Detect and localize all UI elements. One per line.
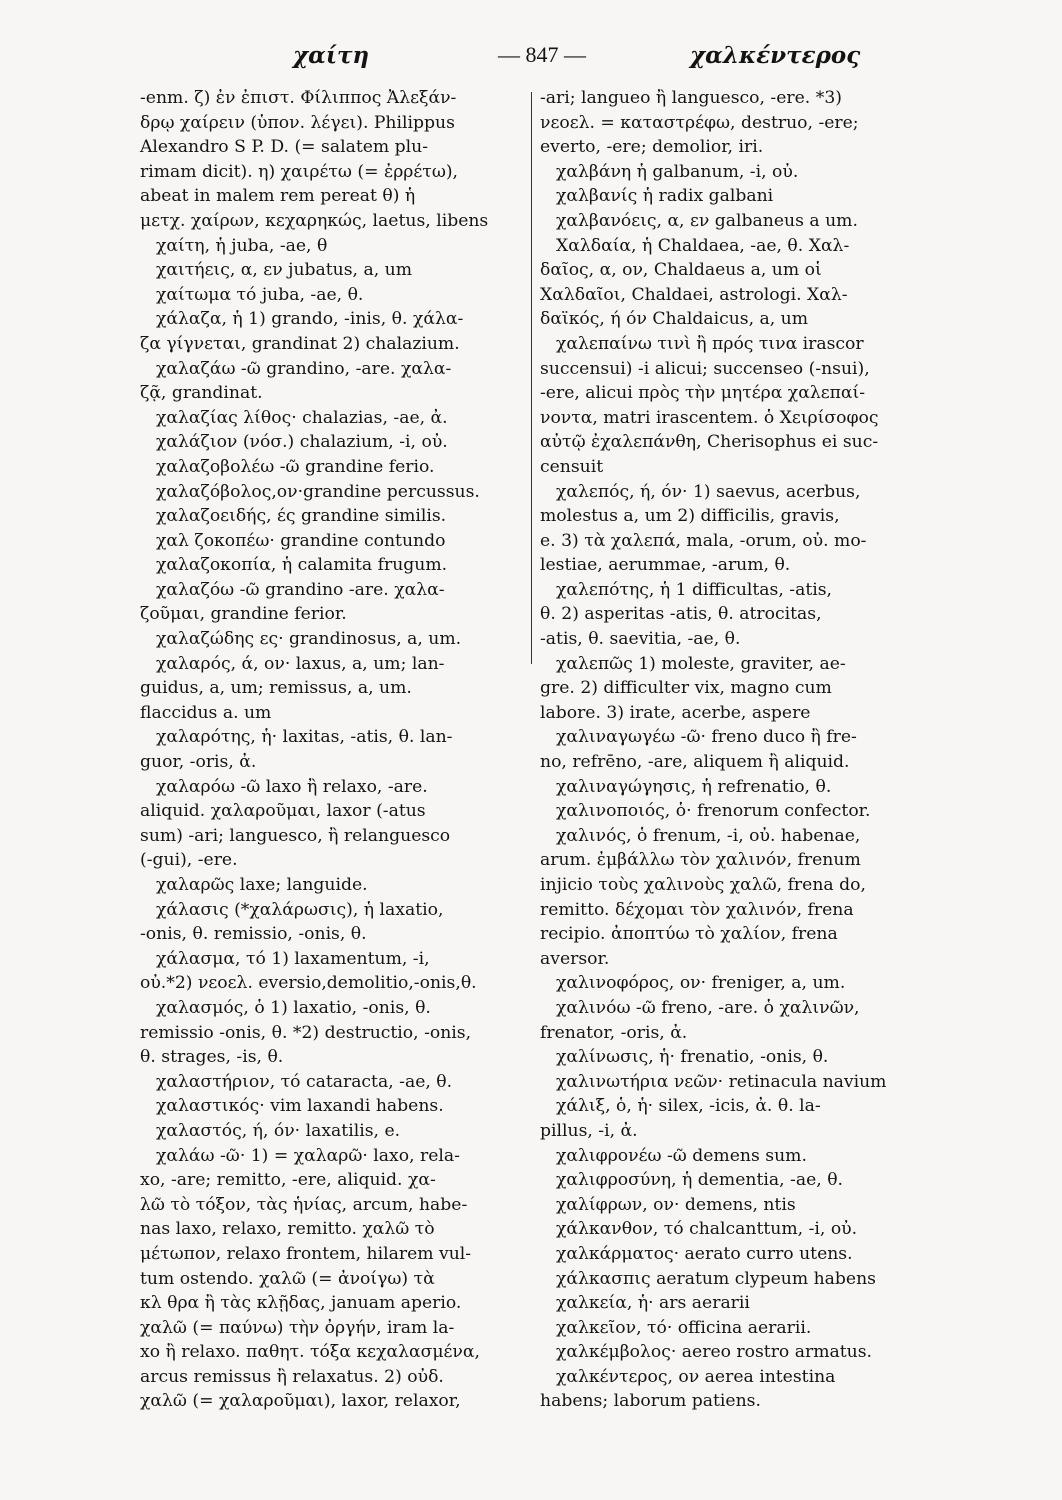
dictionary-entry-line: χαλιναγωγέω -ῶ· freno duco ἢ fre- xyxy=(556,727,857,748)
entry-continuation-line: χαλῶ (= χαλαροῦμαι), laxor, relaxor, xyxy=(140,1391,461,1412)
entry-continuation-line: recipio. ἀποπτύω τὸ χαλίον, frena xyxy=(540,924,838,945)
entry-continuation-line: Χαλδαῖοι, Chaldaei, astrologi. Χαλ- xyxy=(540,284,848,305)
entry-continuation-line: χαλῶ (= παύνω) τὴν ὀργήν, iram la- xyxy=(140,1317,455,1338)
entry-continuation-line: aliquid. χαλαροῦμαι, laxor (-atus xyxy=(140,801,426,822)
entry-continuation-line: ζα γίγνεται, grandinat 2) chalazium. xyxy=(140,333,460,354)
dictionary-entry-line: χαλινοφόρος, ον· freniger, a, um. xyxy=(556,973,846,994)
dictionary-entry-line: χαλαρός, ά, ον· laxus, a, um; lan- xyxy=(156,653,445,674)
entry-continuation-line: habens; laborum patiens. xyxy=(540,1391,761,1412)
dictionary-entry-line: χαλκέντερος, ον aerea intestina xyxy=(556,1366,836,1387)
dictionary-entry-line: χαλιναγώγησις, ἡ refrenatio, θ. xyxy=(556,776,832,797)
dictionary-entry-line: χαλάω -ῶ· 1) = χαλαρῶ· laxo, rela- xyxy=(156,1145,460,1166)
entry-continuation-line: -ere, alicui πρὸς τὴν μητέρα χαλεπαί- xyxy=(540,383,866,404)
dictionary-entry-line: χαλαζίας λίθος· chalazias, -ae, ἀ. xyxy=(156,407,448,428)
dictionary-entry-line: χαλβάνη ἡ galbanum, -i, οὐ. xyxy=(556,161,799,182)
entry-continuation-line: xo, -are; remitto, -ere, aliquid. χα- xyxy=(140,1170,436,1191)
dictionary-entry-line: χαλαρόω -ῶ laxo ἢ relaxo, -are. xyxy=(156,776,428,797)
dictionary-entry-line: χαλίνωσις, ἡ· frenatio, -onis, θ. xyxy=(556,1047,829,1068)
dictionary-entry-line: χαλαζάω -ῶ grandino, -are. χαλα- xyxy=(156,358,452,379)
dictionary-entry-line: χάλκανθον, τό chalcanttum, -i, οὐ. xyxy=(556,1219,858,1240)
entry-continuation-line: (-gui), -ere. xyxy=(140,850,238,871)
entry-continuation-line: ζοῦμαι, grandine ferior. xyxy=(140,604,347,625)
dictionary-entry-line: χαλασμός, ὁ 1) laxatio, -onis, θ. xyxy=(156,997,431,1018)
entry-continuation-line: tum ostendo. χαλῶ (= ἀνοίγω) τὰ xyxy=(140,1268,435,1289)
dictionary-entry-line: χάλασμα, τό 1) laxamentum, -i, xyxy=(156,948,430,969)
entry-continuation-line: nas laxo, relaxo, remitto. χαλῶ τὸ xyxy=(140,1219,435,1240)
entry-continuation-line: molestus a, um 2) difficilis, gravis, xyxy=(540,506,840,527)
entry-continuation-line: νεοελ. = καταστρέφω, destruo, -ere; xyxy=(540,112,859,133)
dictionary-entry-line: χαλκεῖον, τό· officina aerarii. xyxy=(556,1317,812,1338)
entry-continuation-line: λῶ τὸ τόξον, τὰς ἡνίας, arcum, habe- xyxy=(140,1194,468,1215)
entry-continuation-line: οὐ.*2) νεοελ. eversio,demolitio,-onis,θ. xyxy=(140,973,477,994)
entry-continuation-line: ζᾷ, grandinat. xyxy=(140,383,263,404)
entry-continuation-line: lestiae, aerummae, -arum, θ. xyxy=(540,555,791,576)
entry-continuation-line: κλ θρα ἢ τὰς κλῇδας, januam aperio. xyxy=(140,1293,462,1314)
dictionary-entry-line: χαλαζοκοπία, ἡ calamita frugum. xyxy=(156,555,448,576)
entry-continuation-line: abeat in malem rem pereat θ) ἡ xyxy=(140,186,416,207)
entry-continuation-line: νοντα, matri irascentem. ὁ Χειρίσοφος xyxy=(540,407,879,428)
dictionary-entry-line: χαλινόω -ῶ freno, -are. ὁ χαλινῶν, xyxy=(556,997,860,1018)
entry-continuation-line: -ari; langueo ἢ languesco, -ere. *3) xyxy=(540,88,842,108)
dictionary-entry-line: χάλιξ, ὁ, ἡ· silex, -icis, ἀ. θ. la- xyxy=(556,1096,821,1117)
dictionary-entry-line: χαλινός, ὁ frenum, -i, οὐ. habenae, xyxy=(556,825,861,846)
entry-continuation-line: μέτωπον, relaxo frontem, hilarem vul- xyxy=(140,1243,472,1264)
running-head-right: χαλκέντερος xyxy=(690,42,861,69)
entry-continuation-line: labore. 3) irate, acerbe, aspere xyxy=(540,702,811,723)
entry-continuation-line: gre. 2) difficulter vix, magno cum xyxy=(540,678,832,699)
entry-continuation-line: flaccidus a. um xyxy=(140,702,272,723)
entry-continuation-line: censuit xyxy=(540,456,604,477)
dictionary-entry-line: χαλεπαίνω τινὶ ἢ πρός τινα irascor xyxy=(556,333,864,354)
dictionary-entry-line: χαλάζιον (νόσ.) chalazium, -i, οὐ. xyxy=(156,432,448,453)
entry-continuation-line: guidus, a, um; remissus, a, um. xyxy=(140,678,412,699)
dictionary-entry-line: χαίτωμα τό juba, -ae, θ. xyxy=(156,284,364,305)
dictionary-entry-line: χαλκεία, ἡ· ars aerarii xyxy=(556,1293,750,1314)
entry-continuation-line: pillus, -i, ἀ. xyxy=(540,1120,638,1141)
dictionary-entry-line: χαλιφρονέω -ῶ demens sum. xyxy=(556,1145,807,1166)
dictionary-entry-line: χαλαζοβολέω -ῶ grandine ferio. xyxy=(156,456,435,477)
entry-continuation-line: xo ἢ relaxo. παθητ. τόξα κεχαλασμένα, xyxy=(140,1342,480,1363)
dictionary-entry-line: χαλεπότης, ἡ 1 difficultas, -atis, xyxy=(556,579,833,600)
entry-continuation-line: δαῖος, α, ον, Chaldaeus a, um οἱ xyxy=(540,260,822,281)
entry-continuation-line: succensui) -i alicui; succenseo (-nsui), xyxy=(540,358,870,379)
dictionary-entry-line: χαλ ζοκοπέω· grandine contundo xyxy=(156,530,446,551)
entry-continuation-line: μετχ. χαίρων, κεχαρηκώς, laetus, libens xyxy=(140,210,489,231)
entry-continuation-line: no, refrēno, -are, aliquem ἢ aliquid. xyxy=(540,752,850,773)
entry-continuation-line: sum) -ari; languesco, ἢ relanguesco xyxy=(140,825,451,846)
dictionary-entry-line: χαλκέμβολος· aereo rostro armatus. xyxy=(556,1342,873,1363)
dictionary-entry-line: χαίτη, ἡ juba, -ae, θ xyxy=(156,235,328,256)
dictionary-entry-line: χαλβανόεις, α, εν galbaneus a um. xyxy=(556,210,858,231)
entry-continuation-line: arcus remissus ἢ relaxatus. 2) οὐδ. xyxy=(140,1366,444,1387)
entry-continuation-line: -enm. ζ) ἐν ἐπιστ. Φίλιππος Ἀλεξάν- xyxy=(140,88,457,108)
dictionary-entry-line: χαλαζώδης ες· grandinosus, a, um. xyxy=(156,629,462,650)
entry-continuation-line: δρῳ χαίρειν (ὑπον. λέγει). Philippus xyxy=(140,112,455,133)
dictionary-entry-line: χαλαζόβολος,ον·grandine percussus. xyxy=(156,481,480,502)
right-column xyxy=(540,86,925,1414)
entry-continuation-line: remissio -onis, θ. *2) destructio, -onis, xyxy=(140,1022,472,1043)
dictionary-entry-line: χαλινωτήρια νεῶν· retinacula navium xyxy=(556,1071,887,1092)
dictionary-entry-line: χαλαζόω -ῶ grandino -are. χαλα- xyxy=(156,579,445,600)
entry-continuation-line: θ. 2) asperitas -atis, θ. atrocitas, xyxy=(540,604,822,625)
entry-continuation-line: δαϊκός, ή όν Chaldaicus, a, um xyxy=(540,309,809,330)
entry-continuation-line: arum. ἐμβάλλω τὸν χαλινόν, frenum xyxy=(540,850,861,871)
entry-continuation-line: everto, -ere; demolior, iri. xyxy=(540,137,764,158)
dictionary-entry-line: Χαλδαία, ἡ Chaldaea, -ae, θ. Χαλ- xyxy=(556,235,850,256)
dictionary-entry-line: χαλεπῶς 1) moleste, graviter, ae- xyxy=(556,653,846,674)
dictionary-entry-line: χαλινοποιός, ὁ· frenorum confector. xyxy=(556,801,871,822)
dictionary-entry-line: χαλκάρματος· aerato curro utens. xyxy=(556,1243,853,1264)
entry-continuation-line: -atis, θ. saevitia, -ae, θ. xyxy=(540,629,741,650)
page-number: — 847 — xyxy=(498,42,586,67)
entry-continuation-line: e. 3) τὰ χαλεπά, mala, -orum, οὐ. mo- xyxy=(540,530,867,551)
entry-continuation-line: θ. strages, -is, θ. xyxy=(140,1047,284,1068)
dictionary-entry-line: χαλεπός, ή, όν· 1) saevus, acerbus, xyxy=(556,481,861,502)
dictionary-entry-line: χαλαρῶς laxe; languide. xyxy=(156,875,368,895)
dictionary-entry-line: χαλαστός, ή, όν· laxatilis, e. xyxy=(156,1120,401,1141)
dictionary-entry-line: χαιτήεις, α, εν jubatus, a, um xyxy=(156,260,413,281)
entry-continuation-line: remitto. δέχομαι τὸν χαλινόν, frena xyxy=(540,899,854,920)
running-head-left: χαίτη xyxy=(293,42,370,69)
entry-continuation-line: rimam dicit). η) χαιρέτω (= ἐρρέτω), xyxy=(140,161,459,182)
dictionary-entry-line: χαλιφροσύνη, ἡ dementia, -ae, θ. xyxy=(556,1170,844,1191)
entry-continuation-line: injicio τοὺς χαλινοὺς χαλῶ, frena do, xyxy=(540,875,866,895)
dictionary-entry-line: χαλαστήριον, τό cataracta, -ae, θ. xyxy=(156,1071,453,1092)
dictionary-entry-line: χαλίφρων, ον· demens, ntis xyxy=(556,1194,796,1215)
dictionary-entry-line: χαλαρότης, ἡ· laxitas, -atis, θ. lan- xyxy=(156,727,453,748)
entry-continuation-line: aversor. xyxy=(540,948,610,969)
dictionary-entry-line: χαλαστικός· vim laxandi habens. xyxy=(156,1096,444,1117)
dictionary-entry-line: χαλβανίς ἡ radix galbani xyxy=(556,186,774,207)
entry-continuation-line: guor, -oris, ἀ. xyxy=(140,752,257,773)
left-column xyxy=(140,86,522,1414)
entry-continuation-line: -onis, θ. remissio, -onis, θ. xyxy=(140,924,367,945)
dictionary-entry-line: χάλαζα, ἡ 1) grando, -inis, θ. χάλα- xyxy=(156,309,464,330)
dictionary-entry-line: χάλκασπις aeratum clypeum habens xyxy=(556,1268,876,1289)
entry-continuation-line: frenator, -oris, ἀ. xyxy=(540,1022,688,1043)
dictionary-entry-line: χάλασις (*χαλάρωσις), ἡ laxatio, xyxy=(156,899,444,920)
dictionary-entry-line: χαλαζοειδής, ές grandine similis. xyxy=(156,506,447,527)
entry-continuation-line: αὐτῷ ἐχαλεπάνθη, Cherisophus ei suc- xyxy=(540,432,879,453)
column-divider xyxy=(531,92,532,664)
entry-continuation-line: Alexandro S P. D. (= salatem plu- xyxy=(140,137,429,158)
